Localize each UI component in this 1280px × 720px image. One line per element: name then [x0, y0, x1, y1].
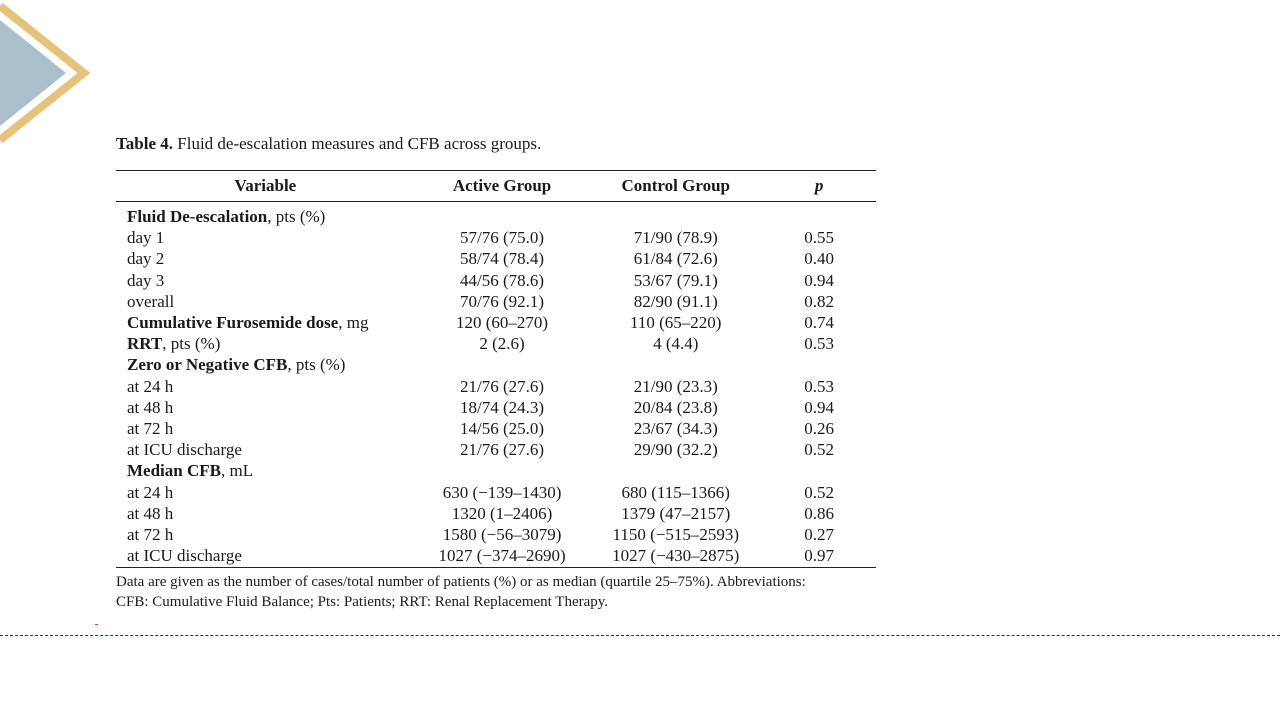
section-label-bold: Cumulative Furosemide dose [127, 313, 339, 333]
cell-p-value: 0.55 [804, 228, 834, 248]
cell-control-group: 21/90 (23.3) [633, 376, 718, 396]
footer-mark [95, 624, 98, 625]
cell-p-value: 0.94 [804, 397, 834, 417]
table-row [116, 418, 876, 439]
cell-active-group: 630 (−139–1430) [442, 482, 562, 502]
table-row [116, 397, 876, 418]
table-row [116, 270, 876, 291]
footnote-line-2: CFB: Cumulative Fluid Balance; Pts: Patients; RRT: Renal Replacement Therapy. [116, 593, 609, 610]
cell-control-group: 1150 (−515–2593) [612, 525, 740, 545]
cell-p-value: 0.97 [762, 545, 876, 568]
table-caption-label: Table 4. [116, 134, 174, 153]
cell-variable: overall [127, 291, 175, 311]
table-footnote [116, 573, 896, 612]
cell-control-group: 23/67 (34.3) [633, 419, 718, 439]
cell-active-group: 2 (2.6) [479, 334, 525, 354]
cell-p-value: 0.53 [804, 334, 834, 354]
table-row [116, 503, 876, 524]
cell-p-value: 0.94 [804, 270, 834, 290]
cell-p-value: 0.86 [804, 503, 834, 523]
cell-p-value [762, 460, 876, 481]
cell-variable [116, 312, 415, 333]
cell-p-value: 0.27 [804, 525, 834, 545]
header-variable: Variable [116, 171, 415, 202]
cell-p-value: 0.74 [804, 313, 834, 333]
cell-active-group: 57/76 (75.0) [460, 228, 545, 248]
cell-variable: day 3 [127, 270, 165, 290]
section-label-bold: Zero or Negative CFB [127, 355, 288, 375]
cell-control-group [589, 460, 762, 481]
section-label-unit: , pts (%) [267, 207, 326, 226]
cell-control-group: 71/90 (78.9) [633, 228, 718, 248]
table-section-row [116, 202, 876, 228]
table-section-row [116, 354, 876, 375]
header-control-group: Control Group [589, 171, 762, 202]
corner-decoration [0, 0, 100, 150]
table-row [116, 227, 876, 248]
section-label-bold: Median CFB [127, 461, 221, 481]
table-body [116, 202, 876, 568]
table-row [116, 376, 876, 397]
cell-control-group: 61/84 (72.6) [633, 249, 718, 269]
cell-variable [116, 354, 415, 375]
table-row [116, 482, 876, 503]
header-p-value: p [762, 171, 876, 202]
cell-p-value: 0.26 [804, 419, 834, 439]
cell-control-group: 1027 (−430–2875) [589, 545, 762, 568]
table-row [116, 248, 876, 269]
cell-variable: day 2 [127, 249, 165, 269]
cell-control-group: 82/90 (91.1) [633, 291, 718, 311]
table-section-row [116, 333, 876, 354]
cell-p-value: 0.40 [804, 249, 834, 269]
cell-control-group: 53/67 (79.1) [633, 270, 718, 290]
cell-control-group: 4 (4.4) [653, 334, 699, 354]
cell-active-group: 21/76 (27.6) [460, 440, 545, 460]
table-section-row [116, 312, 876, 333]
section-label-bold: RRT [127, 334, 163, 354]
cell-variable [116, 460, 415, 481]
cell-variable: day 1 [127, 228, 165, 248]
cell-active-group: 44/56 (78.6) [460, 270, 545, 290]
table-caption [116, 134, 541, 154]
cell-variable: at 24 h [127, 376, 174, 396]
cell-variable: at 24 h [127, 482, 174, 502]
cell-variable [116, 202, 415, 228]
cell-variable: at 72 h [127, 525, 174, 545]
table-row [116, 524, 876, 545]
cell-active-group: 1027 (−374–2690) [415, 545, 590, 568]
cell-variable: at 48 h [127, 503, 174, 523]
cell-active-group [415, 354, 590, 375]
cell-active-group: 18/74 (24.3) [460, 397, 545, 417]
cell-active-group: 70/76 (92.1) [460, 291, 545, 311]
cell-p-value [762, 354, 876, 375]
section-label-bold: Fluid De-escalation [127, 207, 268, 226]
results-table [116, 170, 876, 568]
cell-p-value: 0.52 [804, 440, 834, 460]
cell-variable: at 48 h [127, 397, 174, 417]
cell-variable: at ICU discharge [127, 440, 242, 460]
cell-variable: at 72 h [127, 419, 174, 439]
table-section-row [116, 460, 876, 481]
header-active-group: Active Group [415, 171, 590, 202]
table-row [116, 439, 876, 460]
cell-active-group: 58/74 (78.4) [460, 249, 545, 269]
table-row [116, 545, 876, 568]
cell-control-group: 20/84 (23.8) [633, 397, 718, 417]
cell-p-value: 0.82 [804, 291, 834, 311]
cell-variable [116, 333, 415, 354]
section-label-unit: , mL [220, 461, 254, 481]
section-label-unit: , pts (%) [162, 334, 221, 354]
cell-control-group: 29/90 (32.2) [633, 440, 718, 460]
cell-p-value [762, 202, 876, 228]
cell-control-group: 1379 (47–2157) [621, 503, 731, 523]
cell-p-value: 0.52 [804, 482, 834, 502]
cell-control-group: 680 (115–1366) [621, 482, 730, 502]
cell-active-group: 1580 (−56–3079) [442, 525, 562, 545]
table-caption-text: Fluid de-escalation measures and CFB across groups. [173, 134, 542, 153]
dashed-divider [0, 635, 1280, 636]
table-row [116, 291, 876, 312]
cell-variable: at ICU discharge [116, 545, 415, 568]
cell-active-group: 14/56 (25.0) [460, 419, 545, 439]
cell-active-group [415, 202, 590, 228]
cell-active-group: 1320 (1–2406) [451, 503, 553, 523]
cell-active-group: 120 (60–270) [456, 313, 549, 333]
cell-control-group: 110 (65–220) [630, 313, 722, 333]
cell-p-value: 0.53 [804, 376, 834, 396]
section-label-unit: , pts (%) [287, 355, 346, 375]
cell-active-group: 21/76 (27.6) [460, 376, 545, 396]
section-label-unit: , mg [338, 313, 369, 333]
cell-active-group [415, 460, 590, 481]
footnote-line-1: Data are given as the number of cases/total number of patients (%) or as median (quartile 25–75%). Abbreviations: [116, 574, 806, 590]
cell-control-group [589, 354, 762, 375]
table-header-row [116, 171, 876, 202]
cell-control-group [589, 202, 762, 228]
